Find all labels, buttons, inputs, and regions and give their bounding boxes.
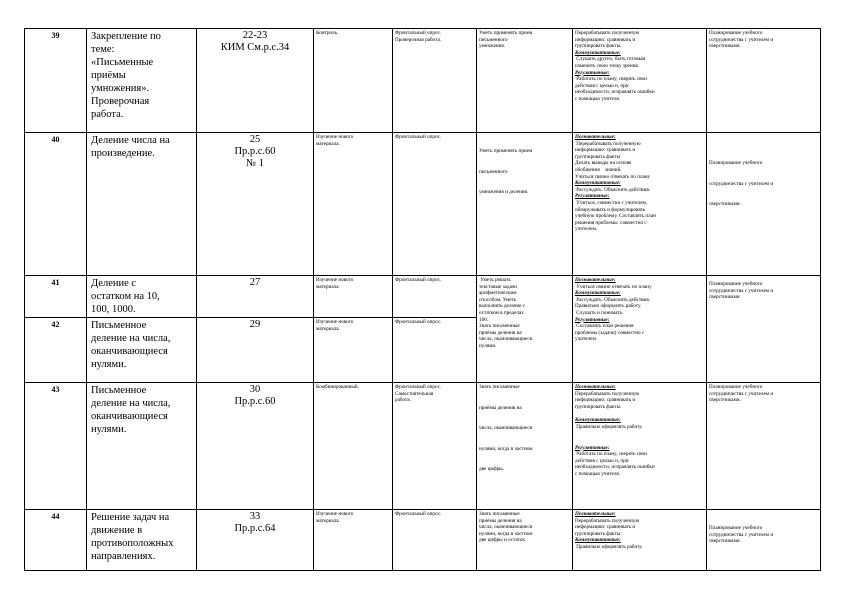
subject-results: Знать письменные приёмы деления на числа, оканчивающиеся нулями, когда в частном две цифры и остаток.	[477, 510, 573, 571]
lesson-type: Изучение нового материала.	[314, 133, 393, 276]
table-row	[25, 510, 821, 571]
lesson-topic: Деление числа на произведение.	[87, 133, 197, 276]
subject-results: Уметь применять прием письменного умножения.	[477, 29, 573, 133]
table-row	[25, 276, 821, 318]
table-row	[25, 383, 821, 510]
category-heading: Коммуникативные:	[575, 290, 621, 297]
lesson-number: 43	[25, 383, 87, 510]
subject-results: Знать письменные приёмы деления на числа, оканчивающиеся нулями, когда в частном две цифры.	[477, 383, 573, 510]
lesson-number: 41	[25, 276, 87, 318]
learning-activities: Познавательные: Перерабатывать полученную информацию: сравнивать и группировать факты. Коммуникативные: Правильно оформлять работу.	[573, 510, 707, 571]
personal-results: Планирование учебного сотрудничества с учителем и сверстниками	[707, 276, 821, 383]
lesson-number: 42	[25, 318, 87, 383]
lesson-type: Изучение нового материала.	[314, 276, 393, 318]
category-heading: Регулятивные:	[575, 444, 610, 451]
textbook-reference: 27	[197, 276, 314, 318]
learning-activities: Познавательные: Учиться связно отвечать по плану Коммуникативные: Рассуждать. Объяснять действия. Правильно оформлять работу. Слушать и понимать. Регулятивные: Составлять план решения проблемы (задачи) совместно с учителем.	[573, 276, 707, 383]
textbook-reference: 33 Пр.р.с.64	[197, 510, 314, 571]
personal-results: Планирование учебного сотрудничества с учителем и сверстниками.	[707, 510, 821, 571]
category-heading: Регулятивные:	[575, 193, 610, 200]
lesson-type: Изучение нового материала.	[314, 318, 393, 383]
category-heading: Познавательные:	[575, 384, 616, 390]
control-form: Фронтальный опрос.	[393, 318, 477, 383]
lesson-topic: Деление с остатком на 10, 100, 1000.	[87, 276, 197, 318]
textbook-reference: 30 Пр.р.с.60	[197, 383, 314, 510]
category-heading: Коммуникативные:	[575, 537, 621, 544]
personal-results: Планирование учебного сотрудничества с учителем и сверстниками.	[707, 383, 821, 510]
category-heading: Коммуникативные:	[575, 180, 621, 187]
category-heading: Коммуникативные:	[575, 49, 621, 56]
lesson-plan-table	[24, 28, 821, 571]
table-row	[25, 133, 821, 276]
control-form: Фронтальный опрос.	[393, 276, 477, 318]
textbook-reference: 29	[197, 318, 314, 383]
lesson-number: 39	[25, 29, 87, 133]
category-heading: Регулятивные:	[575, 316, 610, 323]
lesson-type: Комбинированный.	[314, 383, 393, 510]
category-heading: Регулятивные:	[575, 69, 610, 76]
lesson-number: 40	[25, 133, 87, 276]
personal-results: Планирование учебного сотрудничества с учителем и сверстниками.	[707, 29, 821, 133]
learning-activities: Перерабатывать полученную информацию: сравнивать и группировать факты. Коммуникативные: Слушать других, быть готовым изменить свою точку зрения. Регулятивные: Работать по плану, сверять свои действия с целью и, при необходимости, исправлять ошибки с помощью учителя.	[573, 29, 707, 133]
lesson-topic: Письменное деление на числа, оканчивающиеся нулями.	[87, 318, 197, 383]
subject-results: Уметь решать текстовые задачи арифметическим способом. Уметь выполнять деление с остатком в пределах 100. Знать письменные приёмы деления на числа, оканчивающиеся нулями.	[477, 276, 573, 383]
subject-results: Уметь применять прием письменного умножения и деления.	[477, 133, 573, 276]
category-heading: Познавательные:	[575, 134, 616, 140]
personal-results: Планирование учебного сотрудничества с учителем и сверстниками.	[707, 133, 821, 276]
lesson-type: Изучение нового материала.	[314, 510, 393, 571]
learning-activities: Познавательные: Перерабатывать полученную информацию: сравнивать и группировать факты Делать выводы на основе обобщения знаний. Учиться связно отвечать по плану Коммуникативные: Рассуждать. Объяснять действия. Регулятивные: Учиться, совместно с учителем, обнаруживать и формулировать учебную проблему. Составлять план решения проблемы совместно с учителем.	[573, 133, 707, 276]
control-form: Фронтальный опрос.	[393, 510, 477, 571]
category-heading: Познавательные:	[575, 511, 616, 517]
lesson-topic: Письменное деление на числа, оканчивающиеся нулями.	[87, 383, 197, 510]
control-form: Фронтальный опрос. Самостоятельная работа.	[393, 383, 477, 510]
table-row	[25, 29, 821, 133]
control-form: Фронтальный опрос.	[393, 133, 477, 276]
lesson-number: 44	[25, 510, 87, 571]
lesson-topic: Решение задач на движение в противоположных направлениях.	[87, 510, 197, 571]
control-form: Фронтальный опрос. Проверочная работа.	[393, 29, 477, 133]
learning-activities: Познавательные: Перерабатывать полученную информацию: сравнивать и группировать факты. Коммуникативные: Правильно оформлять работу. Регулятивные: Работать по плану, сверять свои действия с целью и, при необходимости, исправлять ошибки с помощью учителя.	[573, 383, 707, 510]
category-heading: Познавательные:	[575, 277, 616, 283]
textbook-reference: 25 Пр.р.с.60 № 1	[197, 133, 314, 276]
textbook-reference: 22-23 КИМ См.р.с.34	[197, 29, 314, 133]
lesson-topic: Закрепление по теме: «Письменные приёмы умножения». Проверочная работа.	[87, 29, 197, 133]
lesson-type: Контроль.	[314, 29, 393, 133]
category-heading: Коммуникативные:	[575, 417, 621, 424]
